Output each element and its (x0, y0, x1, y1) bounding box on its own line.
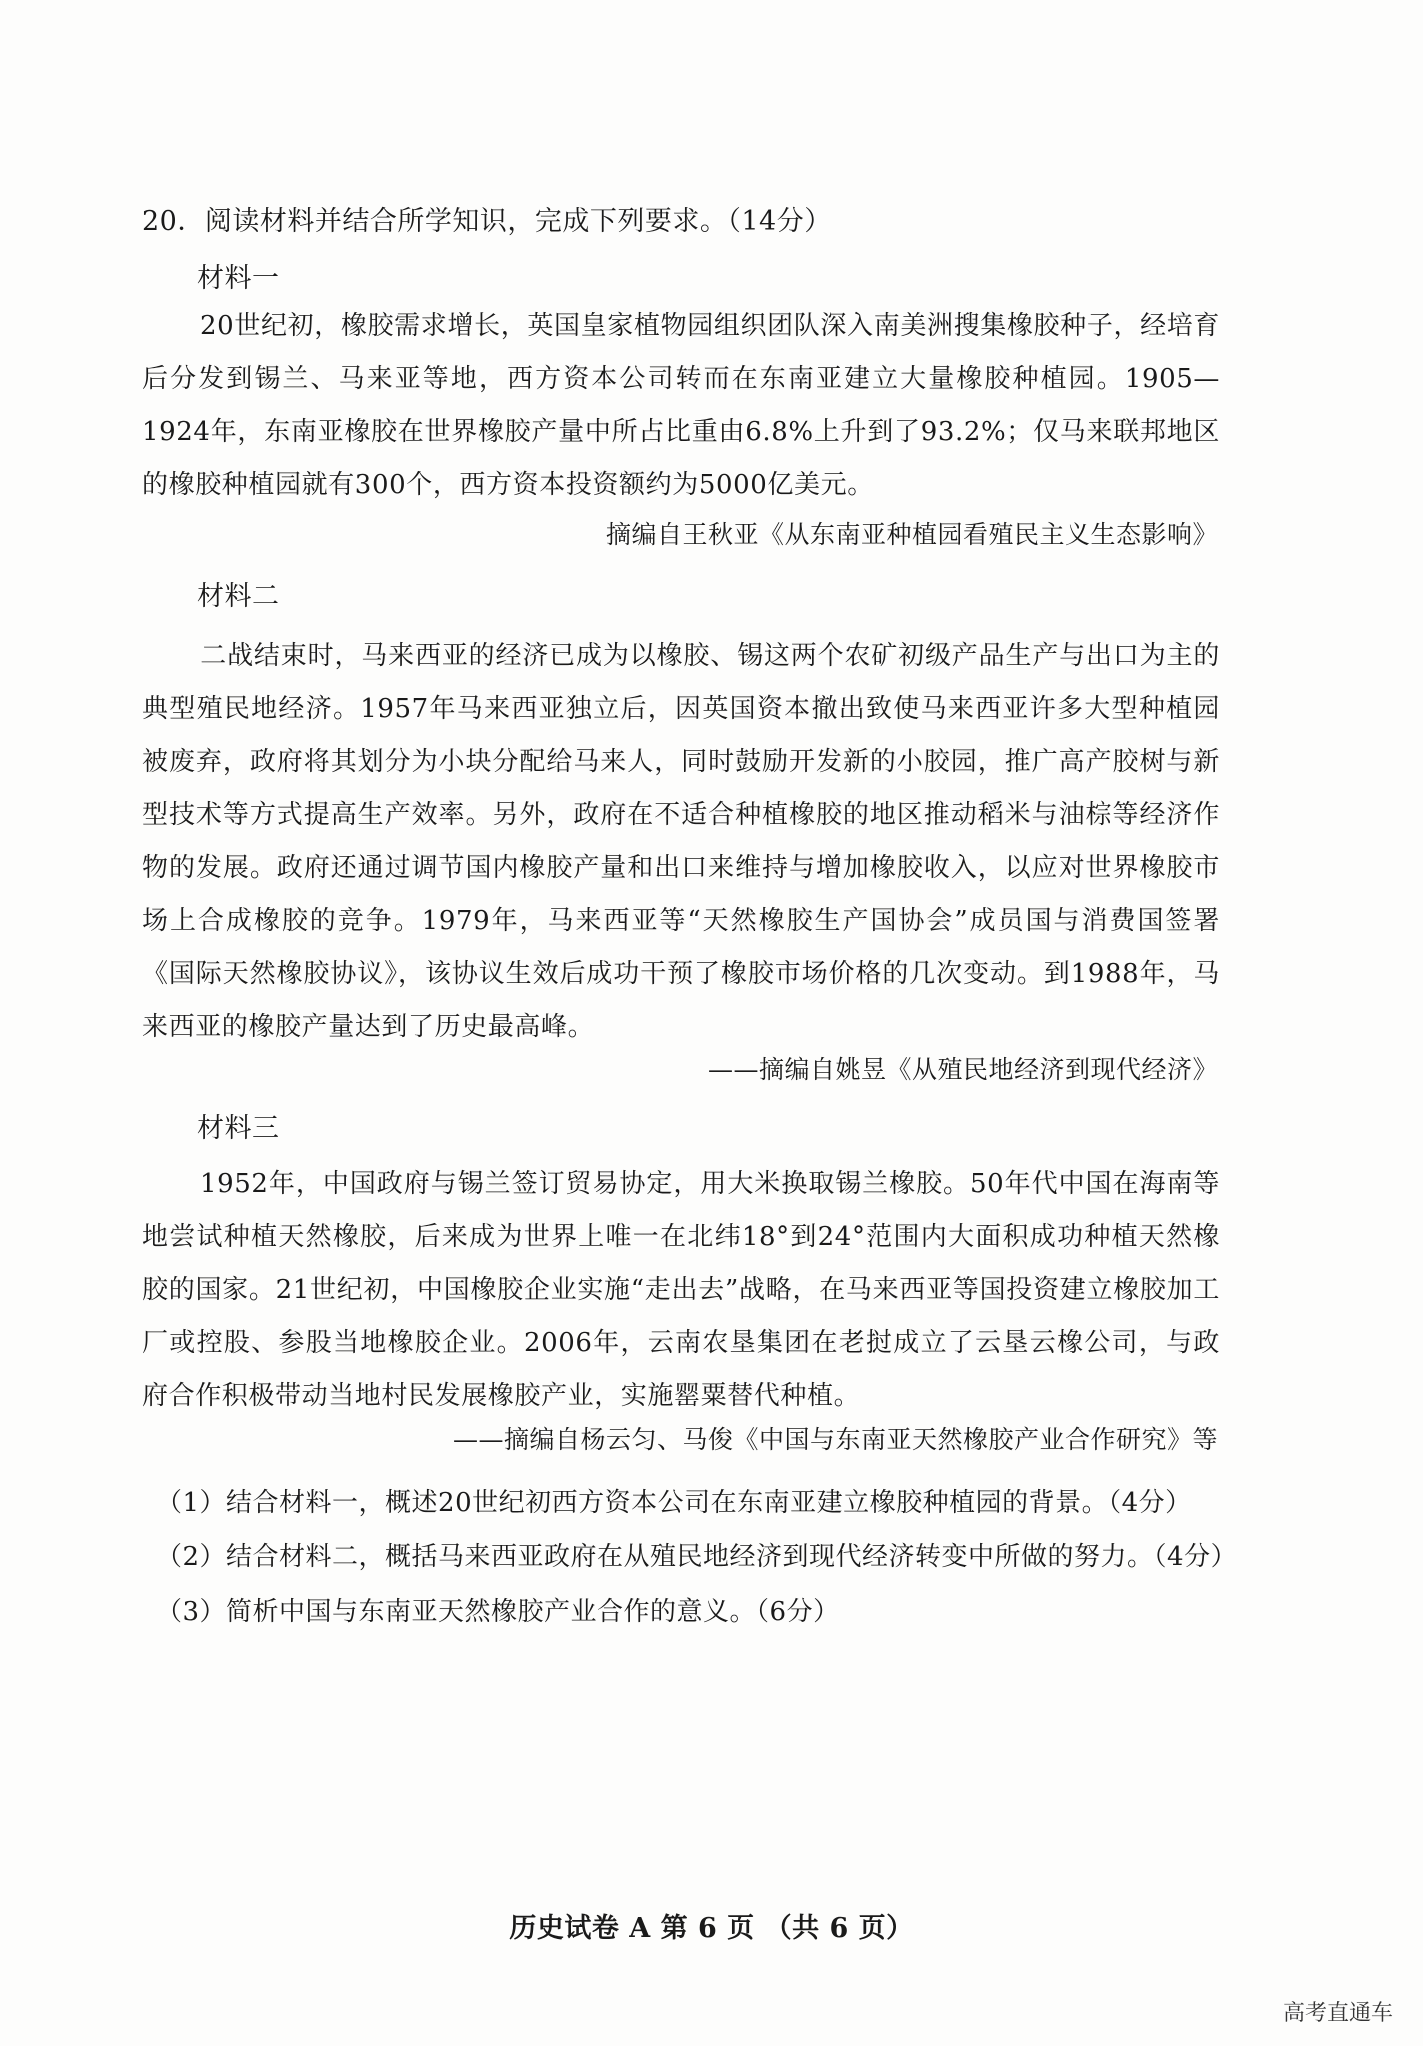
material3-body: 1952年，中国政府与锡兰签订贸易协定，用大米换取锡兰橡胶。50年代中国在海南等地尝试种植天然橡胶，后来成为世界上唯一在北纬18°到24°范围内大面积成功种植天然橡胶的国家。21世纪初，中国橡胶企业实施“走出去”战略，在马来西亚等国投资建立橡胶加工厂或控股、参股当地橡胶企业。2006年，云南农垦集团在老挝成立了云垦云橡公司，与政府合作积极带动当地村民发展橡胶产业，实施罂粟替代种植。 (142, 1169, 1220, 1411)
page-footer: 历史试卷 A 第 6 页 （共 6 页） (509, 1913, 914, 1944)
material3-text (142, 1158, 1220, 1423)
sub-question-2: （2）结合材料二，概括马来西亚政府在从殖民地经济到现代经济转变中所做的努力。（4分） (156, 1542, 1238, 1572)
material2-heading: 材料二 (197, 581, 280, 612)
material3-source: ——摘编自杨云匀、马俊《中国与东南亚天然橡胶产业合作研究》等 (452, 1425, 1218, 1454)
material1-source: 摘编自王秋亚《从东南亚种植园看殖民主义生态影响》 (605, 520, 1218, 549)
sub-question-1: （1）结合材料一，概述20世纪初西方资本公司在东南亚建立橡胶种植园的背景。（4分） (156, 1488, 1192, 1518)
material2-text (142, 630, 1220, 1054)
sub-question-3: （3）简析中国与东南亚天然橡胶产业合作的意义。（6分） (156, 1597, 840, 1627)
material1-text (142, 300, 1220, 512)
material1-body: 20世纪初，橡胶需求增长，英国皇家植物园组织团队深入南美洲搜集橡胶种子，经培育后分发到锡兰、马来亚等地，西方资本公司转而在东南亚建立大量橡胶种植园。1905—1924年，东南亚橡胶在世界橡胶产量中所占比重由6.8%上升到了93.2%；仅马来联邦地区的橡胶种植园就有300个，西方资本投资额约为5000亿美元。 (142, 311, 1220, 500)
material3-heading: 材料三 (197, 1113, 280, 1144)
material2-body: 二战结束时，马来西亚的经济已成为以橡胶、锡这两个农矿初级产品生产与出口为主的典型殖民地经济。1957年马来西亚独立后，因英国资本撤出致使马来西亚许多大型种植园被废弃，政府将其划分为小块分配给马来人，同时鼓励开发新的小胶园，推广高产胶树与新型技术等方式提高生产效率。另外，政府在不适合种植橡胶的地区推动稻米与油棕等经济作物的发展。政府还通过调节国内橡胶产量和出口来维持与增加橡胶收入，以应对世界橡胶市场上合成橡胶的竞争。1979年，马来西亚等“天然橡胶生产国协会”成员国与消费国签署《国际天然橡胶协议》，该协议生效后成功干预了橡胶市场价格的几次变动。到1988年，马来西亚的橡胶产量达到了历史最高峰。 (142, 641, 1220, 1042)
watermark: 高考直通车 (1282, 2001, 1393, 2026)
material2-source: ——摘编自姚昱《从殖民地经济到现代经济》 (707, 1055, 1218, 1084)
material1-heading: 材料一 (197, 263, 280, 294)
question-title: 20．阅读材料并结合所学知识，完成下列要求。（14分） (142, 206, 832, 237)
